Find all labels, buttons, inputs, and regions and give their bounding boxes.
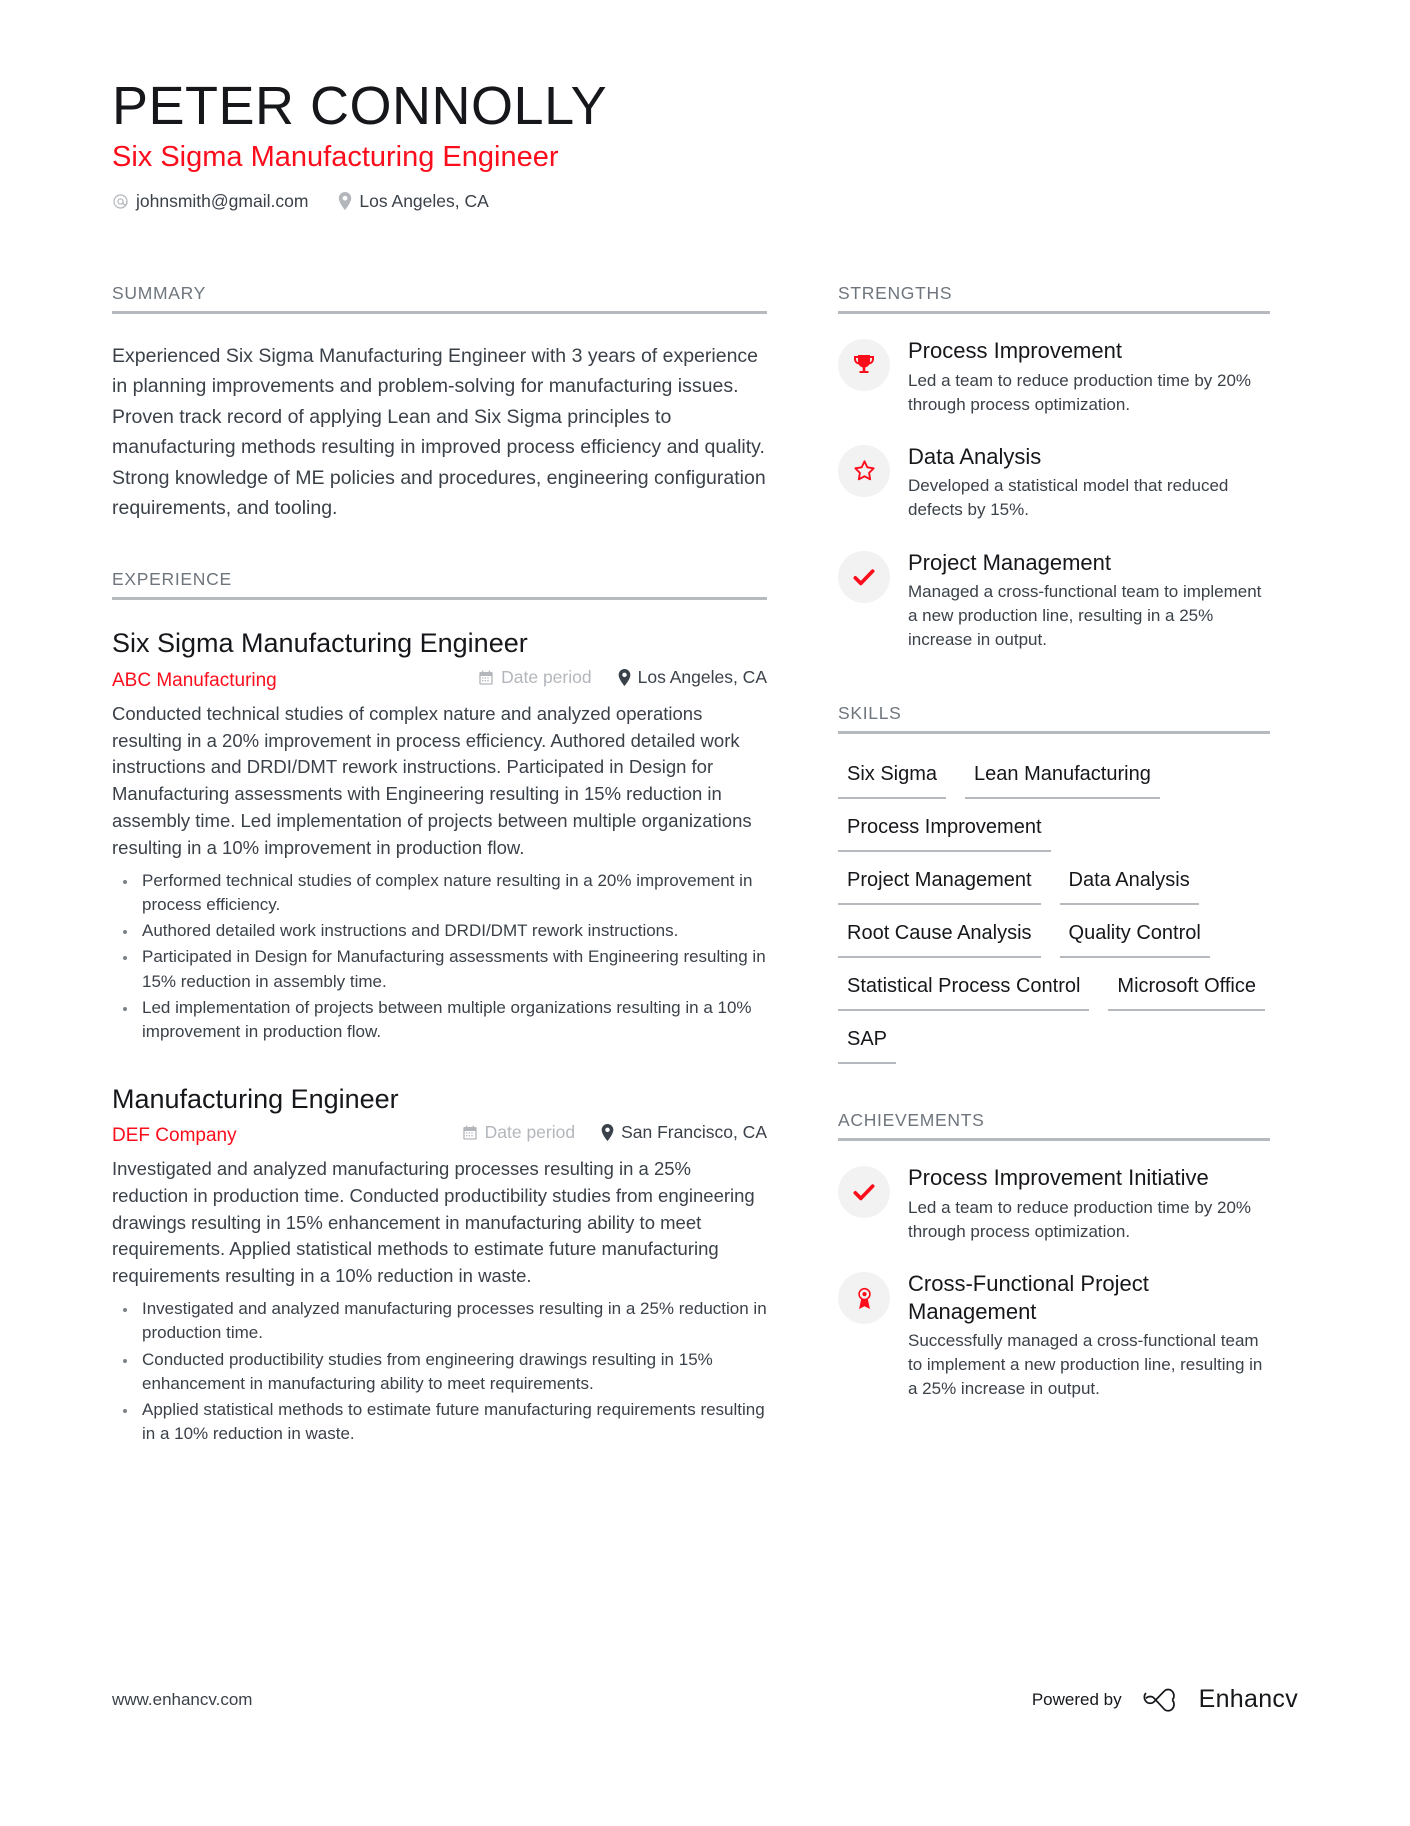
section-experience — [112, 569, 767, 1446]
spacer — [112, 1047, 767, 1083]
strength-body — [908, 336, 1270, 417]
strength-item — [838, 548, 1270, 653]
job-date — [462, 1122, 575, 1143]
contact-location[interactable] — [338, 191, 488, 212]
spacer — [838, 1064, 1270, 1110]
section-title-achievements: ACHIEVEMENTS — [838, 1110, 985, 1131]
check-icon — [838, 551, 890, 603]
achievement-body — [908, 1269, 1270, 1401]
right-column — [838, 283, 1270, 1427]
candidate-role: Six Sigma Manufacturing Engineer — [112, 140, 559, 173]
job-title: Six Sigma Manufacturing Engineer — [112, 628, 528, 659]
job-meta — [112, 667, 767, 692]
skill-chip[interactable]: Data Analysis — [1060, 865, 1199, 905]
page-footer — [112, 1685, 1298, 1714]
left-column — [112, 283, 767, 1449]
check-icon — [838, 1166, 890, 1218]
job-date — [478, 667, 591, 688]
strength-body — [908, 442, 1270, 523]
job-company: DEF Company — [112, 1124, 237, 1146]
section-rule — [838, 731, 1270, 734]
strengths-list — [838, 336, 1270, 652]
at-icon — [112, 193, 129, 210]
job-company: ABC Manufacturing — [112, 669, 277, 691]
location-pin-icon — [338, 192, 352, 210]
spacer — [112, 523, 767, 569]
location-pin-icon — [601, 1124, 614, 1141]
skill-chip[interactable]: SAP — [838, 1024, 896, 1064]
strength-description: Developed a statistical model that reduced defects by 15%. — [908, 476, 1229, 520]
job-bullet: Authored detailed work instructions and DRDI/DMT rework instructions. — [112, 919, 767, 943]
achievements-list — [838, 1163, 1270, 1401]
job-location — [618, 667, 767, 688]
skill-chip[interactable]: Microsoft Office — [1108, 971, 1265, 1011]
job-meta-right — [478, 667, 767, 688]
spacer — [838, 677, 1270, 703]
strength-description: Managed a cross-functional team to implement a new production line, resulting in a 25% increase in output. — [908, 582, 1262, 650]
section-rule — [112, 311, 767, 314]
strength-name: Project Management — [908, 549, 1111, 575]
section-title-skills: SKILLS — [838, 703, 902, 724]
star-outline-icon — [838, 445, 890, 497]
contact-email-text: johnsmith@gmail.com — [136, 190, 309, 211]
job-location-text: San Francisco, CA — [621, 1122, 767, 1143]
section-strengths — [838, 283, 1270, 652]
section-title-experience: EXPERIENCE — [112, 569, 232, 590]
contact-row — [112, 191, 1302, 212]
section-skills — [838, 703, 1270, 1064]
section-summary — [112, 283, 767, 523]
experience-entry — [112, 1083, 767, 1447]
calendar-icon — [478, 670, 494, 686]
job-location-text: Los Angeles, CA — [637, 667, 767, 688]
candidate-name: PETER CONNOLLY — [112, 76, 608, 136]
job-bullets — [112, 1297, 767, 1447]
contact-email[interactable] — [112, 191, 308, 212]
footer-powered-by: Powered by — [1031, 1689, 1122, 1709]
job-meta — [112, 1122, 767, 1147]
achievement-description: Successfully managed a cross-functional team to implement a new production line, resulting in a 25% increase in output. — [908, 1331, 1263, 1399]
enhancv-logo-icon — [1142, 1687, 1188, 1713]
strength-description: Led a team to reduce production time by 20% through process optimization. — [908, 370, 1252, 414]
job-bullet: Led implementation of projects between multiple organizations resulting in a 10% improvement in production flow. — [112, 996, 767, 1045]
skill-chip[interactable]: Quality Control — [1060, 918, 1210, 958]
achievement-item — [838, 1269, 1270, 1401]
skill-chip[interactable]: Project Management — [838, 865, 1041, 905]
section-achievements — [838, 1110, 1270, 1401]
experience-entry — [112, 627, 767, 1044]
skill-chip[interactable]: Six Sigma — [838, 759, 946, 799]
section-rule — [838, 1138, 1270, 1141]
award-medal-icon — [838, 1272, 890, 1324]
enhancv-brand-name: Enhancv — [1198, 1685, 1298, 1713]
footer-branding — [1032, 1685, 1298, 1714]
achievement-body — [908, 1163, 1270, 1244]
strength-name: Process Improvement — [908, 338, 1122, 363]
job-location — [601, 1122, 767, 1143]
job-bullet: Investigated and analyzed manufacturing processes resulting in a 25% reduction in production time. — [112, 1297, 767, 1346]
section-rule — [838, 311, 1270, 314]
achievement-name: Process Improvement Initiative — [908, 1165, 1209, 1191]
job-bullet: Applied statistical methods to estimate future manufacturing requirements resulting in a 10% reduction in waste. — [112, 1398, 767, 1447]
resume-header — [112, 78, 1302, 212]
section-rule — [112, 597, 767, 600]
contact-location-text: Los Angeles, CA — [359, 190, 489, 211]
strength-name: Data Analysis — [908, 443, 1042, 469]
enhancv-brand[interactable] — [1142, 1685, 1298, 1714]
job-bullet: Conducted productibility studies from engineering drawings resulting in 15% enhancement in manufacturing ability to meet requirements. — [112, 1348, 767, 1397]
job-title: Manufacturing Engineer — [112, 1083, 399, 1114]
summary-text: Experienced Six Sigma Manufacturing Engineer with 3 years of experience in planning improvements and problem-solving for manufacturing issues. Proven track record of applying Lean and Six Sigma principles to manufacturing methods resulting in improved process efficiency and quality. Strong knowledge of ME policies and procedures, engineering configuration requirements, and tooling. — [112, 345, 766, 520]
trophy-icon — [838, 339, 890, 391]
strength-item — [838, 442, 1270, 523]
job-bullet: Performed technical studies of complex nature resulting in a 20% improvement in process efficiency. — [112, 869, 767, 918]
job-description: Investigated and analyzed manufacturing processes resulting in a 25% reduction in production time. Conducted productibility studies from engineering drawings resulting in 15% enhancement in manufacturing ability to meet requirements. Applied statistical methods to estimate future manufacturing requirements resulting in a 10% reduction in waste. — [112, 1157, 755, 1287]
skill-chip[interactable]: Root Cause Analysis — [838, 918, 1041, 958]
skills-list — [838, 759, 1270, 1064]
section-title-strengths: STRENGTHS — [838, 283, 953, 303]
skill-chip[interactable]: Lean Manufacturing — [965, 759, 1160, 799]
location-pin-icon — [618, 669, 631, 686]
strength-item — [838, 336, 1270, 417]
achievement-item — [838, 1163, 1270, 1244]
footer-url[interactable]: www.enhancv.com — [112, 1689, 253, 1709]
calendar-icon — [462, 1125, 478, 1141]
achievement-name: Cross-Functional Project Management — [908, 1271, 1149, 1324]
strength-body — [908, 548, 1270, 653]
job-date-text: Date period — [501, 667, 592, 688]
skill-chip[interactable]: Process Improvement — [838, 812, 1051, 852]
achievement-description: Led a team to reduce production time by 20% through process optimization. — [908, 1197, 1252, 1241]
job-description: Conducted technical studies of complex nature and analyzed operations resulting in a 20% improvement in process efficiency. Authored detailed work instructions and DRDI/DMT rework instructions. Participated in Design for Manufacturing assessments with Engineering resulting in 15% reduction in assembly time. Led implementation of projects between multiple organizations resulting in a 10% improvement in production flow. — [112, 702, 752, 858]
job-meta-right — [462, 1122, 767, 1143]
section-title-summary: SUMMARY — [112, 283, 207, 303]
job-bullet: Participated in Design for Manufacturing assessments with Engineering resulting in 15% reduction in assembly time. — [112, 945, 767, 994]
job-date-text: Date period — [484, 1122, 576, 1143]
skill-chip[interactable]: Statistical Process Control — [838, 971, 1089, 1011]
job-bullets — [112, 869, 767, 1045]
